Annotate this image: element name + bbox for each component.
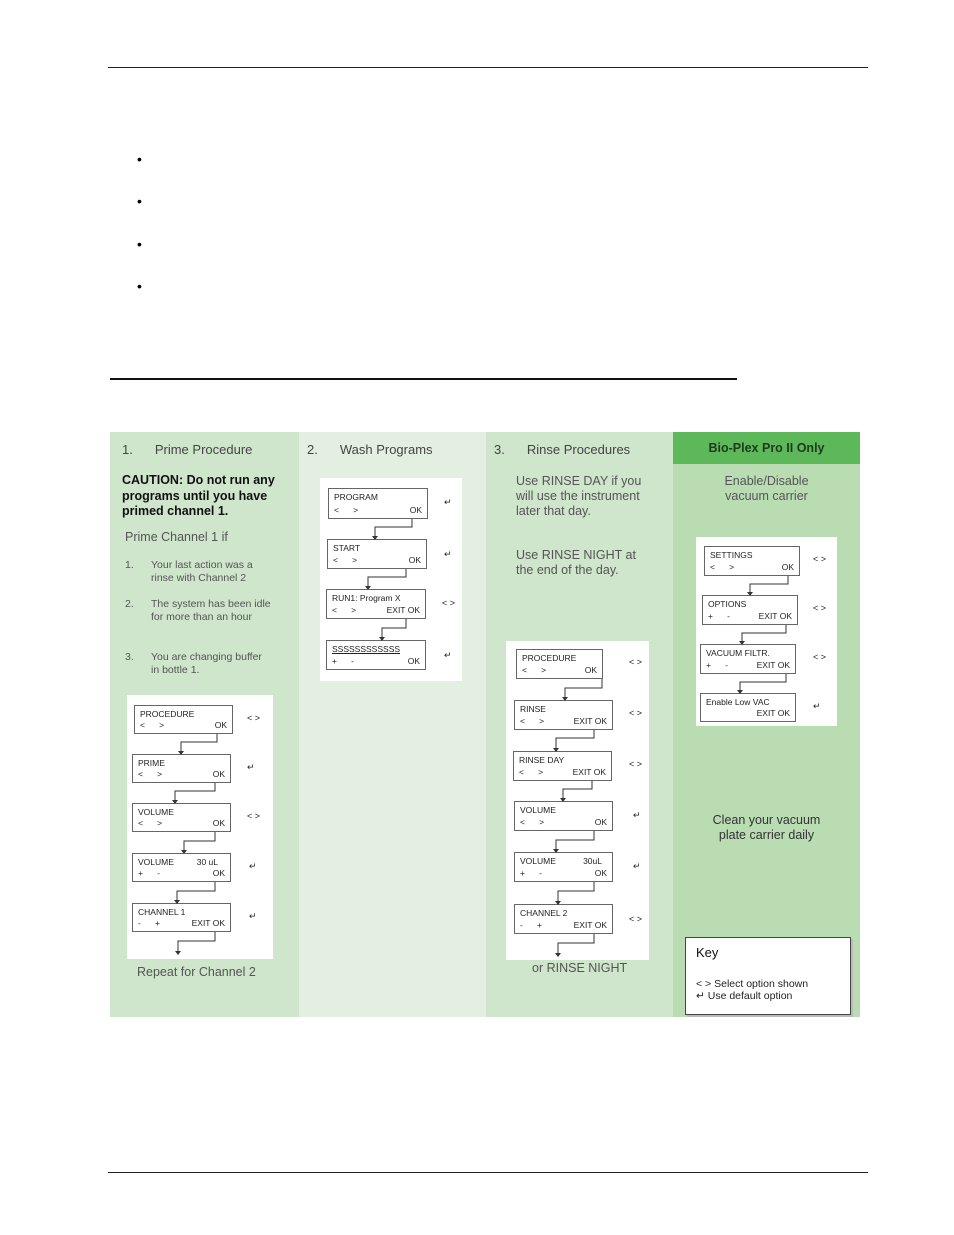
bullet-marker: •	[137, 236, 142, 252]
lcd-screen: RUN1: Program X < > EXIT OK	[326, 589, 426, 619]
enter-icon: ↵	[249, 861, 257, 871]
footer-rule	[108, 1172, 868, 1173]
lcd-screen: CHANNEL 1 - + EXIT OK	[132, 903, 231, 932]
lcd-screen: RINSE DAY < > EXIT OK	[513, 751, 612, 781]
enter-icon: ↵	[249, 911, 257, 921]
lcd-screen: SETTINGS < > OK	[704, 546, 800, 576]
caution-text: CAUTION: Do not run any programs until you have primed channel 1.	[122, 473, 275, 518]
bullet-marker: •	[137, 151, 142, 167]
wash-screen-panel	[320, 478, 462, 681]
prime-intro: Prime Channel 1 if	[125, 530, 228, 544]
key-symbol: < >	[813, 554, 827, 564]
column-title: Prime Procedure	[154, 442, 253, 457]
key-symbol: < >	[247, 713, 261, 723]
select-option-symbol: < >	[696, 978, 712, 990]
condition-number: 3.	[125, 651, 134, 663]
column-title: Wash Programs	[339, 442, 433, 457]
flow-connectors	[696, 537, 837, 726]
enter-icon: ↵	[444, 650, 452, 660]
flow-connectors	[320, 478, 462, 681]
column-wash	[299, 432, 486, 1017]
legend-key	[685, 937, 851, 1015]
key-symbol: < >	[629, 657, 643, 667]
rinse-night-footer: or RINSE NIGHT	[532, 961, 628, 975]
column-number: 3.	[494, 442, 505, 457]
key-symbol: < >	[629, 759, 643, 769]
lcd-screen: SSSSSSSSSSSS + - OK	[326, 640, 426, 670]
key-item: ↵ Use default option	[696, 990, 793, 1002]
lcd-screen: VOLUME 30uL + - OK	[514, 852, 613, 882]
key-item: < > Select option shown	[696, 978, 809, 990]
column-header-bar	[673, 432, 860, 464]
lcd-screen: PROGRAM < > OK	[328, 488, 428, 519]
column-title: Rinse Procedures	[526, 442, 631, 457]
key-symbol: < >	[247, 811, 261, 821]
column-prime	[110, 432, 299, 1017]
enter-icon: ↵	[813, 701, 821, 711]
enter-icon: ↵	[444, 549, 452, 559]
flow-connectors	[127, 695, 273, 959]
column-number: 1.	[122, 442, 133, 457]
rinse-screen-panel	[506, 641, 649, 960]
repeat-note: Repeat for Channel 2	[137, 965, 256, 979]
lcd-screen: VOLUME < > OK	[132, 803, 231, 832]
condition-number: 2.	[125, 598, 134, 610]
lcd-screen: PRIME < > OK	[132, 754, 231, 783]
lcd-screen: START < > OK	[327, 539, 427, 569]
column-number: 2.	[307, 442, 318, 457]
lcd-screen: CHANNEL 2 - + EXIT OK	[514, 904, 613, 934]
header-rule	[108, 67, 868, 68]
bullet-marker: •	[137, 193, 142, 209]
rinse-day-note: Use RINSE DAY if you will use the instrument later that day.	[516, 474, 642, 518]
bullet-marker: •	[137, 278, 142, 294]
condition-text: The system has been idle for more than an hour	[151, 598, 271, 623]
enter-icon: ↵	[247, 762, 255, 772]
lcd-screen: Enable Low VAC EXIT OK	[700, 693, 796, 722]
clean-carrier-note: Clean your vacuum plate carrier daily	[712, 813, 821, 842]
condition-text: Your last action was a rinse with Channel 2	[151, 559, 253, 584]
flow-connectors	[506, 641, 649, 960]
lcd-screen: PROCEDURE < > OK	[516, 649, 603, 679]
lcd-screen: RINSE < > EXIT OK	[514, 700, 613, 730]
column-title: Bio-Plex Pro II Only	[708, 441, 825, 455]
rinse-night-note: Use RINSE NIGHT at the end of the day.	[516, 548, 636, 577]
section-heading-underline	[110, 378, 737, 380]
condition-text: You are changing buffer in bottle 1.	[151, 651, 262, 676]
lcd-screen: VOLUME 30 uL + - OK	[132, 853, 231, 882]
enter-icon: ↵	[633, 810, 641, 820]
lcd-screen: VOLUME < > OK	[514, 801, 613, 831]
column-rinse	[486, 432, 673, 1017]
prime-screen-panel	[127, 695, 273, 959]
key-symbol: < >	[813, 603, 827, 613]
lcd-screen: PROCEDURE < > OK	[134, 705, 233, 734]
bioplex-screen-panel	[696, 537, 837, 726]
enable-disable-note: Enable/Disable vacuum carrier	[724, 474, 809, 503]
enter-icon: ↵	[696, 990, 705, 1002]
enter-icon: ↵	[444, 497, 452, 507]
lcd-screen: OPTIONS + - EXIT OK	[702, 595, 798, 625]
key-symbol: < >	[629, 708, 643, 718]
key-title: Key	[696, 945, 719, 960]
column-bioplex	[673, 432, 860, 1017]
lcd-screen: VACUUM FILTR. + - EXIT OK	[700, 644, 796, 674]
key-symbol: < >	[442, 598, 456, 608]
key-symbol: < >	[629, 914, 643, 924]
enter-icon: ↵	[633, 861, 641, 871]
key-symbol: < >	[813, 652, 827, 662]
condition-number: 1.	[125, 559, 134, 571]
